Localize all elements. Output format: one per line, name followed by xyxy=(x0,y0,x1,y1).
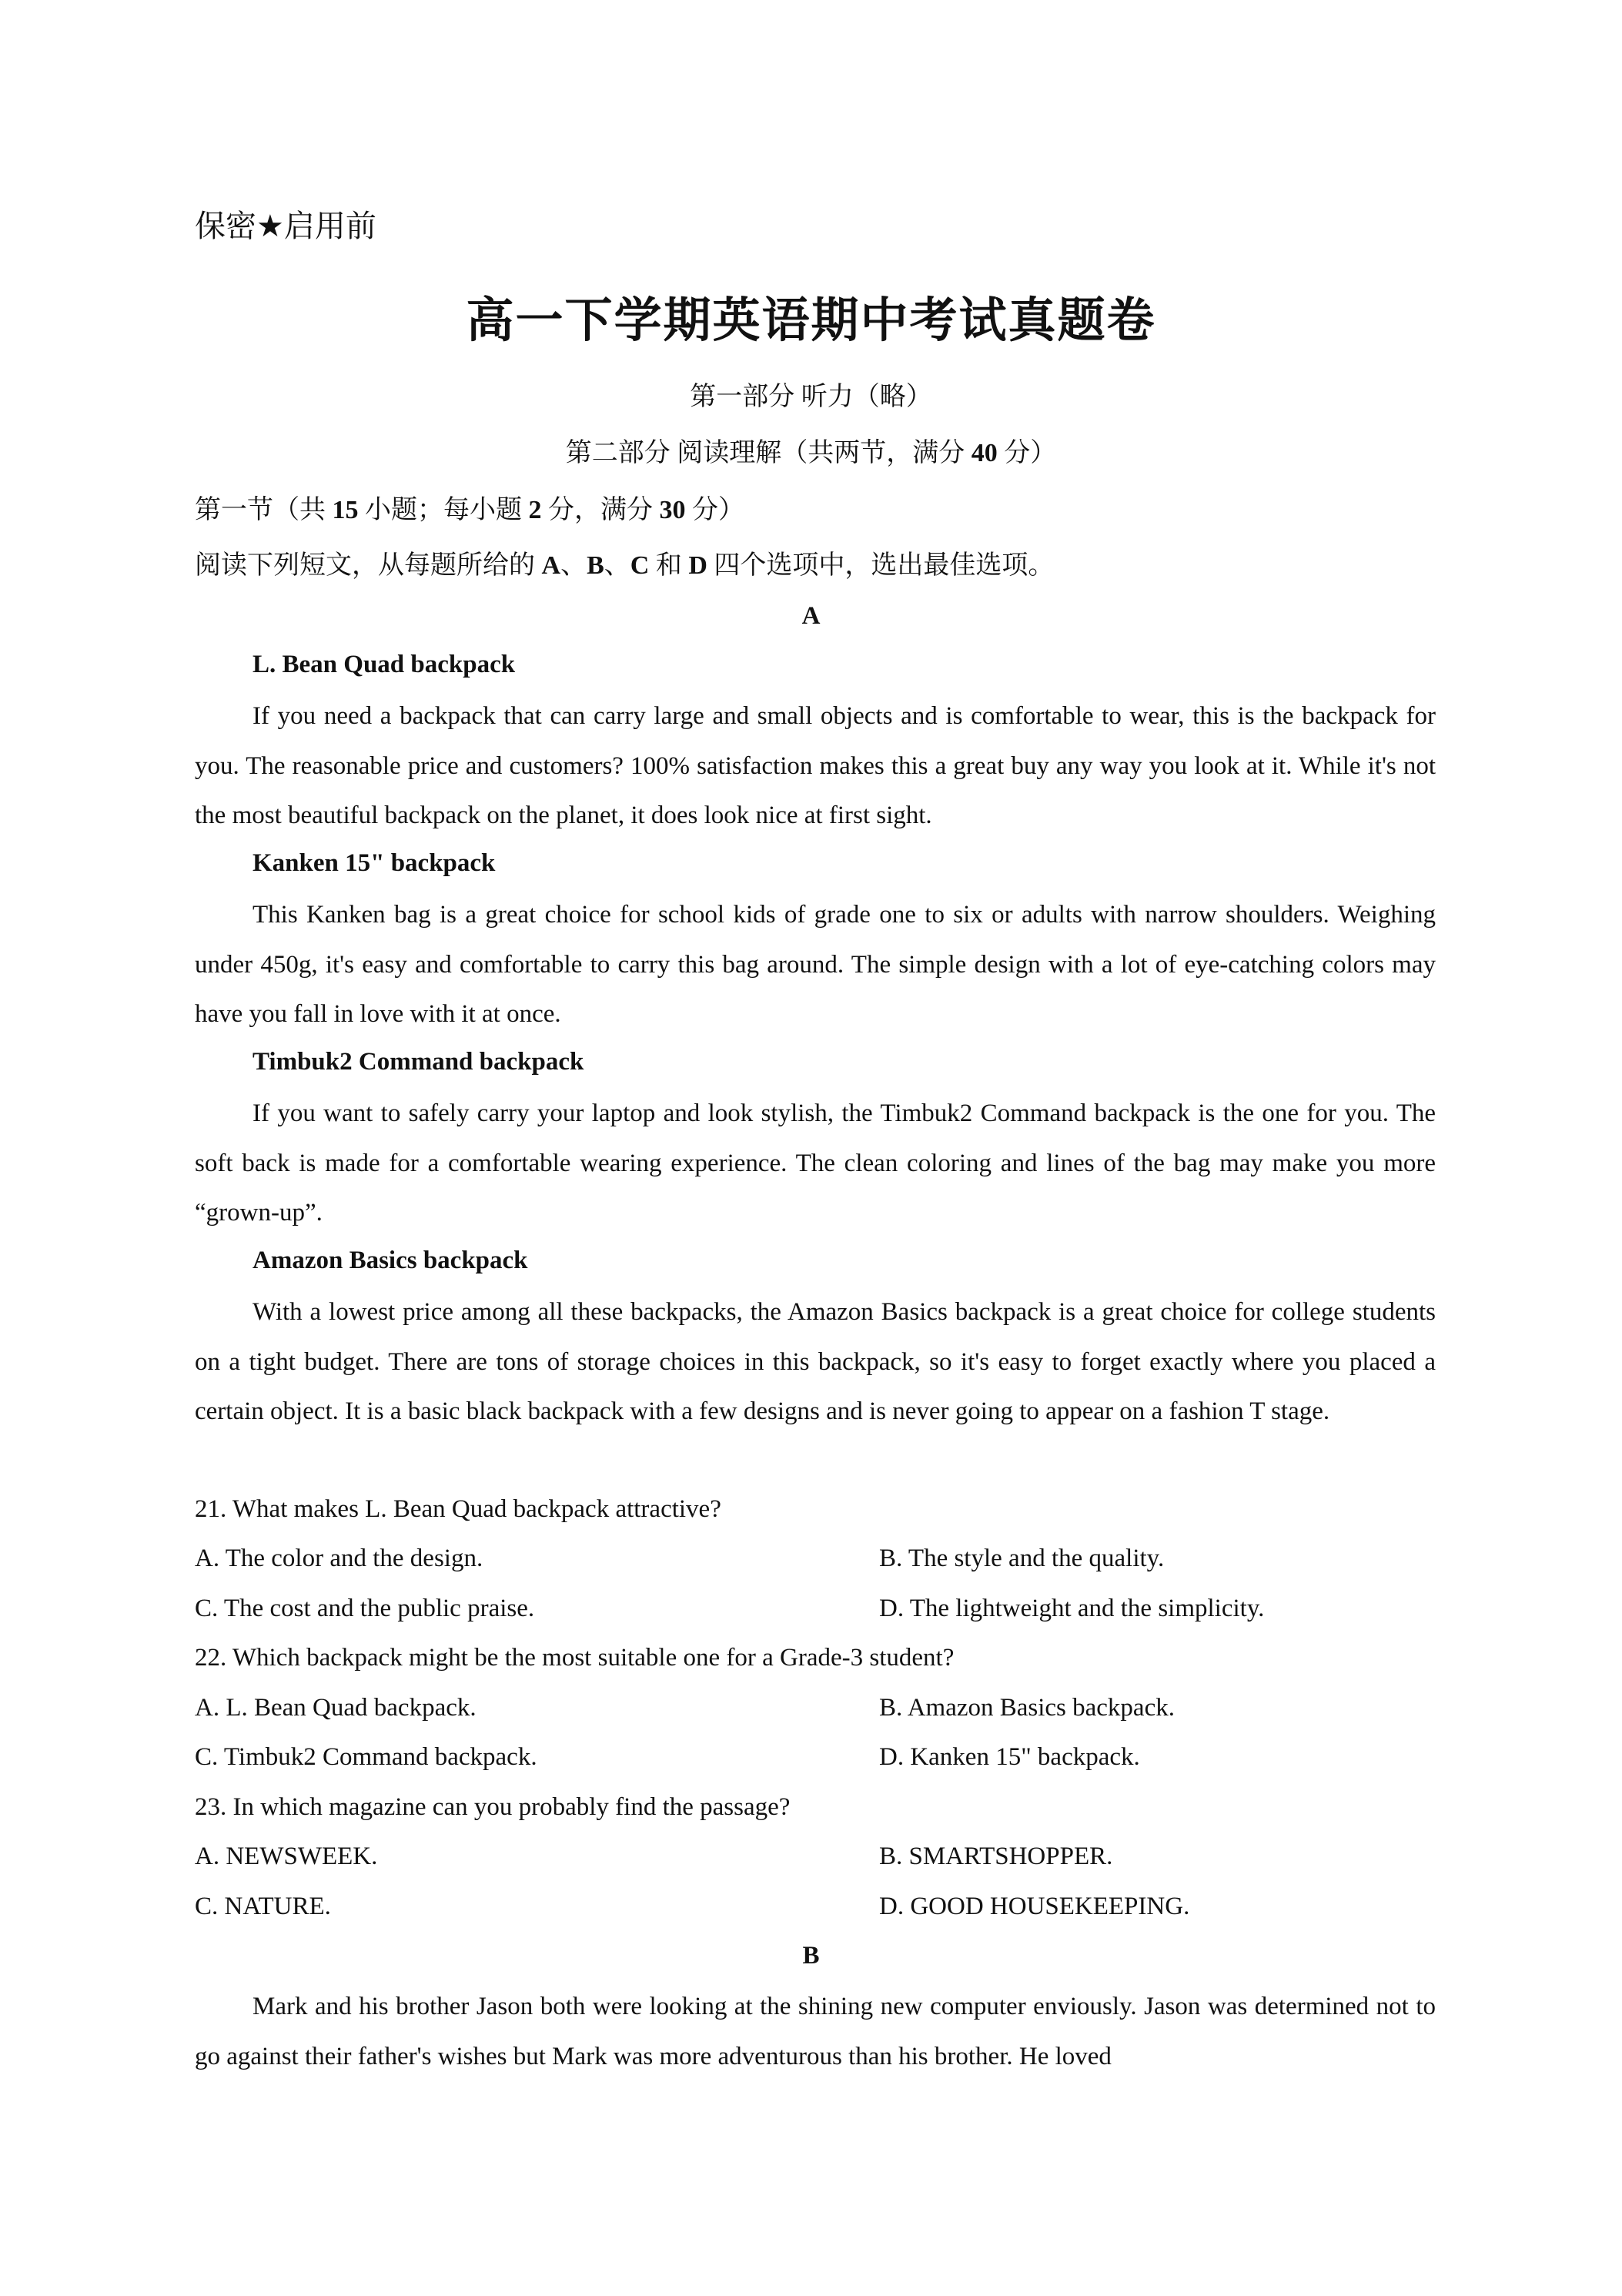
option-c: C. NATURE. xyxy=(195,1893,331,1920)
option-d: D. Kanken 15" backpack. xyxy=(879,1743,1140,1771)
option-a: A. L. Bean Quad backpack. xyxy=(195,1694,477,1722)
question-stem: 23. In which magazine can you probably find the passage? xyxy=(195,1793,791,1821)
item-text: This Kanken bag is a great choice for school kids of grade one to six or adults with narrow shoulders. Weighing under 450g, it's easy and comfortable to carry this bag around. The simple design with a lot of eye-catching colors may have you fall in love with it at once. xyxy=(195,901,1436,1028)
option-c: C. Timbuk2 Command backpack. xyxy=(195,1743,537,1771)
question-stem: 22. Which backpack might be the most suitable one for a Grade-3 student? xyxy=(195,1644,955,1672)
option-a: A. NEWSWEEK. xyxy=(195,1842,378,1870)
option-b: B. The style and the quality. xyxy=(879,1545,1165,1572)
option-b: B. SMARTSHOPPER. xyxy=(879,1842,1113,1870)
item-heading: Kanken 15" backpack xyxy=(252,849,496,877)
section1-heading: 第一节（共 15 小题；每小题 2 分，满分 30 分） xyxy=(195,496,744,524)
item-heading: Timbuk2 Command backpack xyxy=(252,1048,584,1076)
instructions: 阅读下列短文，从每题所给的 A、B、C 和 D 四个选项中，选出最佳选项。 xyxy=(195,551,1055,580)
question-stem: 21. What makes L. Bean Quad backpack attractive? xyxy=(195,1495,721,1523)
item-heading: L. Bean Quad backpack xyxy=(252,651,516,678)
item-text: If you want to safely carry your laptop and look stylish, the Timbuk2 Command backpack is the one for you. The soft back is made for a comfortable wearing experience. The clean coloring and lines of the bag may make you more “grown-up”. xyxy=(195,1099,1436,1227)
exam-title: 高一下学期英语期中考试真题卷 xyxy=(466,292,1156,348)
passage-a-label: A xyxy=(801,602,821,630)
option-b: B. Amazon Basics backpack. xyxy=(879,1694,1175,1722)
option-c: C. The cost and the public praise. xyxy=(195,1595,535,1622)
option-d: D. GOOD HOUSEKEEPING. xyxy=(879,1893,1190,1920)
item-heading: Amazon Basics backpack xyxy=(252,1247,528,1274)
confidential-label: 保密★启用前 xyxy=(195,209,376,244)
passage-b-label: B xyxy=(802,1942,820,1970)
part2-heading: 第二部分 阅读理解（共两节，满分 40 分） xyxy=(565,439,1057,467)
option-d: D. The lightweight and the simplicity. xyxy=(879,1595,1265,1622)
item-text: With a lowest price among all these backpacks, the Amazon Basics backpack is a great choice for college students on a tight budget. There are tons of storage choices in this backpack, so it's easy to forget exactly where you placed a certain object. It is a basic black backpack with a few designs and is never going to appear on a fashion T stage. xyxy=(195,1298,1436,1425)
passage-b-text: Mark and his brother Jason both were looking at the shining new computer enviously. Jason was determined not to go against their father's wishes but Mark was more adventurous than his brother. He loved xyxy=(195,1993,1436,2070)
option-a: A. The color and the design. xyxy=(195,1545,483,1572)
item-text: If you need a backpack that can carry large and small objects and is comfortable to wear, this is the backpack for you. The reasonable price and customers? 100% satisfaction makes this a great buy any way you look at it. While it's not the most beautiful backpack on the planet, it does look nice at first sight. xyxy=(195,702,1436,829)
part1-heading: 第一部分 听力（略） xyxy=(690,383,932,411)
